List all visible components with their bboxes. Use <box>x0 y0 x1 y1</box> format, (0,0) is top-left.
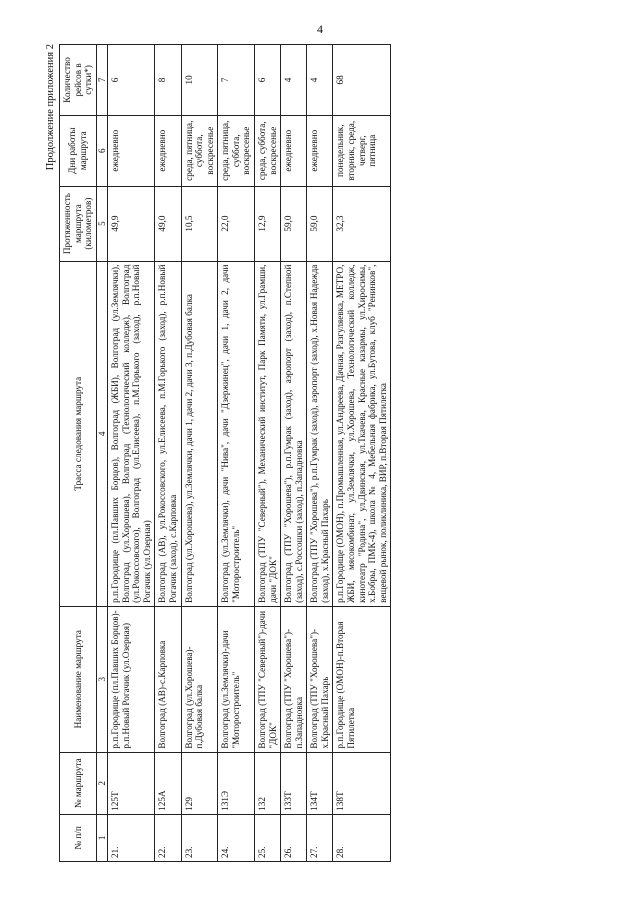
header-row <box>60 45 97 862</box>
row-number: 28. <box>333 814 391 861</box>
column-number: 1 <box>96 814 107 861</box>
route-trips: 4 <box>307 45 333 116</box>
route-path: р.п.Городище (пл.Павших Борцов), Волгоград (ЖБИ), Волгоград (ул.Землячки), Волгоград (ул.Хорошева), Волгоград (Технологический колледж), Волгоград (ул.Рокоссовского), Волгоград (ул.Елисеева), п.М.Горького (заход), р.п.Новый Рогачик (ул.Озерная) <box>108 261 155 606</box>
column-number: 4 <box>96 261 107 606</box>
route-name: Волгоград (ТПУ "Хорошева")-п.Западновка <box>281 606 307 752</box>
route-length: 10,5 <box>181 186 218 261</box>
route-trips: 68 <box>333 45 391 116</box>
column-number: 3 <box>96 606 107 752</box>
table-row <box>307 45 333 862</box>
route-number: 129 <box>181 752 218 814</box>
route-trips: 6 <box>255 45 281 116</box>
route-number: 125Т <box>108 752 155 814</box>
route-trips: 8 <box>155 45 181 116</box>
row-number: 25. <box>255 814 281 861</box>
route-trips: 4 <box>281 45 307 116</box>
route-number: 132 <box>255 752 281 814</box>
route-days: ежедневно <box>307 115 333 186</box>
route-name: Волгоград (ТПУ "Северный")-дачи "ДОК" <box>255 606 281 752</box>
route-path: Волгоград (ул.Землячки), дачи "Нива", дачи "Дзержинец", дачи 1, дачи 2, дачи "Моторостроитель" <box>218 261 255 606</box>
route-days: ежедневно <box>108 115 155 186</box>
row-number: 21. <box>108 814 155 861</box>
route-days: среда, суббота, воскресенье <box>255 115 281 186</box>
route-length: 22,0 <box>218 186 255 261</box>
route-number: 133Т <box>281 752 307 814</box>
header-route-number: № маршрута <box>60 752 97 814</box>
header-route-name: Наименование маршрута <box>60 606 97 752</box>
table-row <box>255 45 281 862</box>
route-days: ежедневно <box>281 115 307 186</box>
route-trips: 10 <box>181 45 218 116</box>
route-name: р.п.Городище (пл.Павших Борцов)-р.п.Новый Рогачик (ул.Озерная) <box>108 606 155 752</box>
route-path: Волгоград (ТПУ "Северный"), Механический институт, Парк Памяти, ул.Грамши, дачи "ДОК" <box>255 261 281 606</box>
route-length: 12,9 <box>255 186 281 261</box>
route-days: среда, пятница, суббота, воскресенье <box>181 115 218 186</box>
route-days: понедельник, вторник, среда, четверг, пятница <box>333 115 391 186</box>
route-length: 49,0 <box>155 186 181 261</box>
route-number: 134Т <box>307 752 333 814</box>
route-trips: 6 <box>108 45 155 116</box>
header-length: Протяженность маршрута (километров) <box>60 186 97 261</box>
route-days: ежедневно <box>155 115 181 186</box>
rotated-table-container <box>45 44 611 862</box>
column-number: 6 <box>96 115 107 186</box>
route-name: Волгоград (АВ)-с.Карповка <box>155 606 181 752</box>
route-length: 59,0 <box>281 186 307 261</box>
row-number: 23. <box>181 814 218 861</box>
row-number: 26. <box>281 814 307 861</box>
row-number: 27. <box>307 814 333 861</box>
table-row <box>108 45 155 862</box>
column-number: 5 <box>96 186 107 261</box>
route-name: р.п.Городище (ОМОН)-п.Вторая Пятилетка <box>333 606 391 752</box>
table-row <box>281 45 307 862</box>
header-trips: Количество рейсов в сутки*) <box>60 45 97 116</box>
continuation-note: Продолжение приложения 2 <box>45 44 56 171</box>
route-name: Волгоград (ул.Хорошева)-п.Дубовая балка <box>181 606 218 752</box>
table-row <box>181 45 218 862</box>
route-number: 131Э <box>218 752 255 814</box>
table-row <box>218 45 255 862</box>
table-row <box>333 45 391 862</box>
route-number: 138Т <box>333 752 391 814</box>
header-days: Дни работы маршрута <box>60 115 97 186</box>
table-row <box>155 45 181 862</box>
route-path: Волгоград (ТПУ "Хорошева"), р.п.Гумрак (заход), аэропорт (заход), х.Новая Надежда (заход), х.Красный Пахарь <box>307 261 333 606</box>
column-number-row <box>96 45 107 862</box>
header-route-path: Трасса следования маршрута <box>60 261 97 606</box>
route-length: 49,9 <box>108 186 155 261</box>
column-number: 2 <box>96 752 107 814</box>
route-trips: 7 <box>218 45 255 116</box>
routes-table <box>59 44 391 862</box>
page-number: 4 <box>317 22 323 36</box>
column-number: 7 <box>96 45 107 116</box>
row-number: 24. <box>218 814 255 861</box>
route-name: Волгоград (ТПУ "Хорошева")-х.Красный Пахарь <box>307 606 333 752</box>
route-path: Волгоград (АВ), ул.Рокоссовского, ул.Елисеева, п.М.Горького (заход), р.п.Новый Рогачик (заход), с.Карповка <box>155 261 181 606</box>
route-length: 59,0 <box>307 186 333 261</box>
row-number: 22. <box>155 814 181 861</box>
route-number: 125А <box>155 752 181 814</box>
route-length: 32,3 <box>333 186 391 261</box>
route-name: Волгоград (ул.Землячки)-дачи "Моторостроитель" <box>218 606 255 752</box>
header-no: № п/п <box>60 814 97 861</box>
route-path: Волгоград (ул.Хорошева), ул.Землячки, дачи 1, дачи 2, дачи 3, п.Дубовая балка <box>181 261 218 606</box>
route-days: среда, пятница, суббота, воскресенье <box>218 115 255 186</box>
route-path: Волгоград (ТПУ "Хорошева"), р.п.Гумрак (заход), аэропорт (заход), п.Степной (заход), с.Россошки (заход), п.Западновка <box>281 261 307 606</box>
route-path: р.п.Городище (ОМОН), п.Промышленная, ул.Андреева, Дачная, Разгуляевка, МЕТРО, ЖБИ, мясокомбинат, ул.Землячки, ул.Хорошева, Технологический колледж, кинотеатр "Родина", ул.Двинская, ул.Ткачева, Красные казармы, ул.Хиросимы, х.Бобры, ПМК-4), школа № 4, Мебельная фабрика, ул.Бутова, клуб "Ренинков", вещевой рынок, поликлиника, ВИР, п.Вторая Пятилетка <box>333 261 391 606</box>
